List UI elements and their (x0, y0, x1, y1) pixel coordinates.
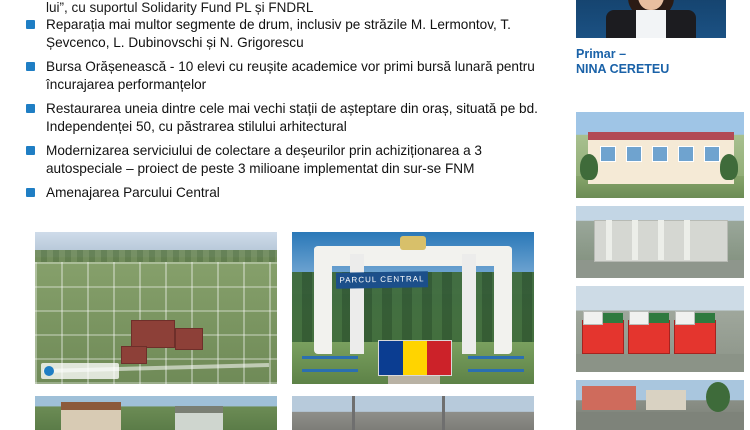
truck-shape (674, 320, 716, 354)
aerial-park-plan-photo (35, 232, 277, 384)
road-region (576, 412, 744, 430)
shirt-shape (636, 10, 666, 38)
window-shape (652, 146, 668, 162)
truck-bin-shape (603, 313, 623, 323)
list-item (22, 16, 550, 51)
list-item (22, 100, 550, 135)
list-item (22, 58, 550, 93)
gate-sign-label: PARCUL CENTRAL (336, 271, 428, 289)
road-region (576, 260, 744, 278)
fence-rail-shape (468, 356, 524, 372)
truck-cab-shape (583, 311, 603, 325)
building-shape (131, 320, 175, 348)
column-shape (606, 220, 612, 260)
bullet-square-icon (26, 146, 35, 155)
park-gate-photo (292, 232, 534, 384)
fence-rail-shape (302, 356, 358, 372)
truck-shape (628, 320, 670, 354)
truck-cab-shape (629, 311, 649, 325)
house-shape (175, 406, 223, 430)
tree-shape (706, 382, 730, 412)
column-shape (632, 220, 638, 260)
building-shape (121, 346, 147, 364)
tree-shape (720, 154, 738, 180)
tree-shape (580, 154, 598, 180)
moldova-flag-icon (378, 340, 452, 376)
ground-region (576, 354, 744, 372)
bottom-center-photo (292, 396, 534, 430)
bullet-square-icon (26, 20, 35, 29)
coat-of-arms-icon (400, 236, 426, 250)
list-item-text: Restaurarea uneia dintre cele mai vechi stații de așteptare din oraș, situată pe bd. Independenței 50, cu păstrarea stilului arhitectural (46, 101, 538, 134)
column-shape (658, 220, 664, 260)
sidebar (554, 0, 750, 430)
list-item-text: Bursa Orășenească - 10 elevi cu reușite academice vor primi bursă lunară pentru încurajarea performanțelor (46, 59, 535, 92)
building-shape (175, 328, 203, 350)
truck-cab-shape (675, 311, 695, 325)
list-item (22, 142, 550, 177)
list-item (22, 184, 550, 202)
main-content (22, 0, 550, 209)
truncated-top-line: lui”, cu suportul Solidarity Fund PL și FNDRL (46, 0, 314, 15)
garbage-trucks-photo (576, 286, 744, 372)
list-item-text: Amenajarea Parcului Central (46, 185, 220, 200)
pole-shape (442, 396, 445, 430)
truck-bin-shape (695, 313, 715, 323)
truck-bin-shape (649, 313, 669, 323)
agency-logo (41, 363, 119, 379)
street-photo (576, 380, 744, 430)
building-shape (582, 386, 636, 410)
window-shape (704, 146, 720, 162)
column-shape (684, 220, 690, 260)
bullet-square-icon (26, 104, 35, 113)
bullet-square-icon (26, 62, 35, 71)
truck-shape (582, 320, 624, 354)
mayor-portrait (576, 0, 726, 38)
bullet-square-icon (26, 188, 35, 197)
house-shape (61, 402, 121, 430)
achievements-list (22, 16, 550, 202)
window-shape (600, 146, 616, 162)
list-item-text: Modernizarea serviciului de colectare a deșeurilor prin achiziționarea a 3 autospeciale – proiect de peste 3 milioane implementat din sur-se FNM (46, 143, 482, 176)
mayor-caption-line2: NINA CERETEU (576, 62, 670, 76)
bottom-left-photo (35, 396, 277, 430)
mayor-caption-line1: Primar – (576, 47, 627, 61)
grey-building-photo (576, 206, 744, 278)
kindergarten-photo (576, 112, 744, 198)
mayor-caption (576, 47, 744, 77)
building-shape (646, 390, 686, 410)
pole-shape (352, 396, 355, 430)
list-item-text: Reparația mai multor segmente de drum, inclusiv pe străzile M. Lermontov, T. Șevcenco, L. Dubinovschi și N. Grigorescu (46, 17, 511, 50)
window-shape (626, 146, 642, 162)
gate-columns-shape (350, 254, 476, 354)
window-shape (678, 146, 694, 162)
